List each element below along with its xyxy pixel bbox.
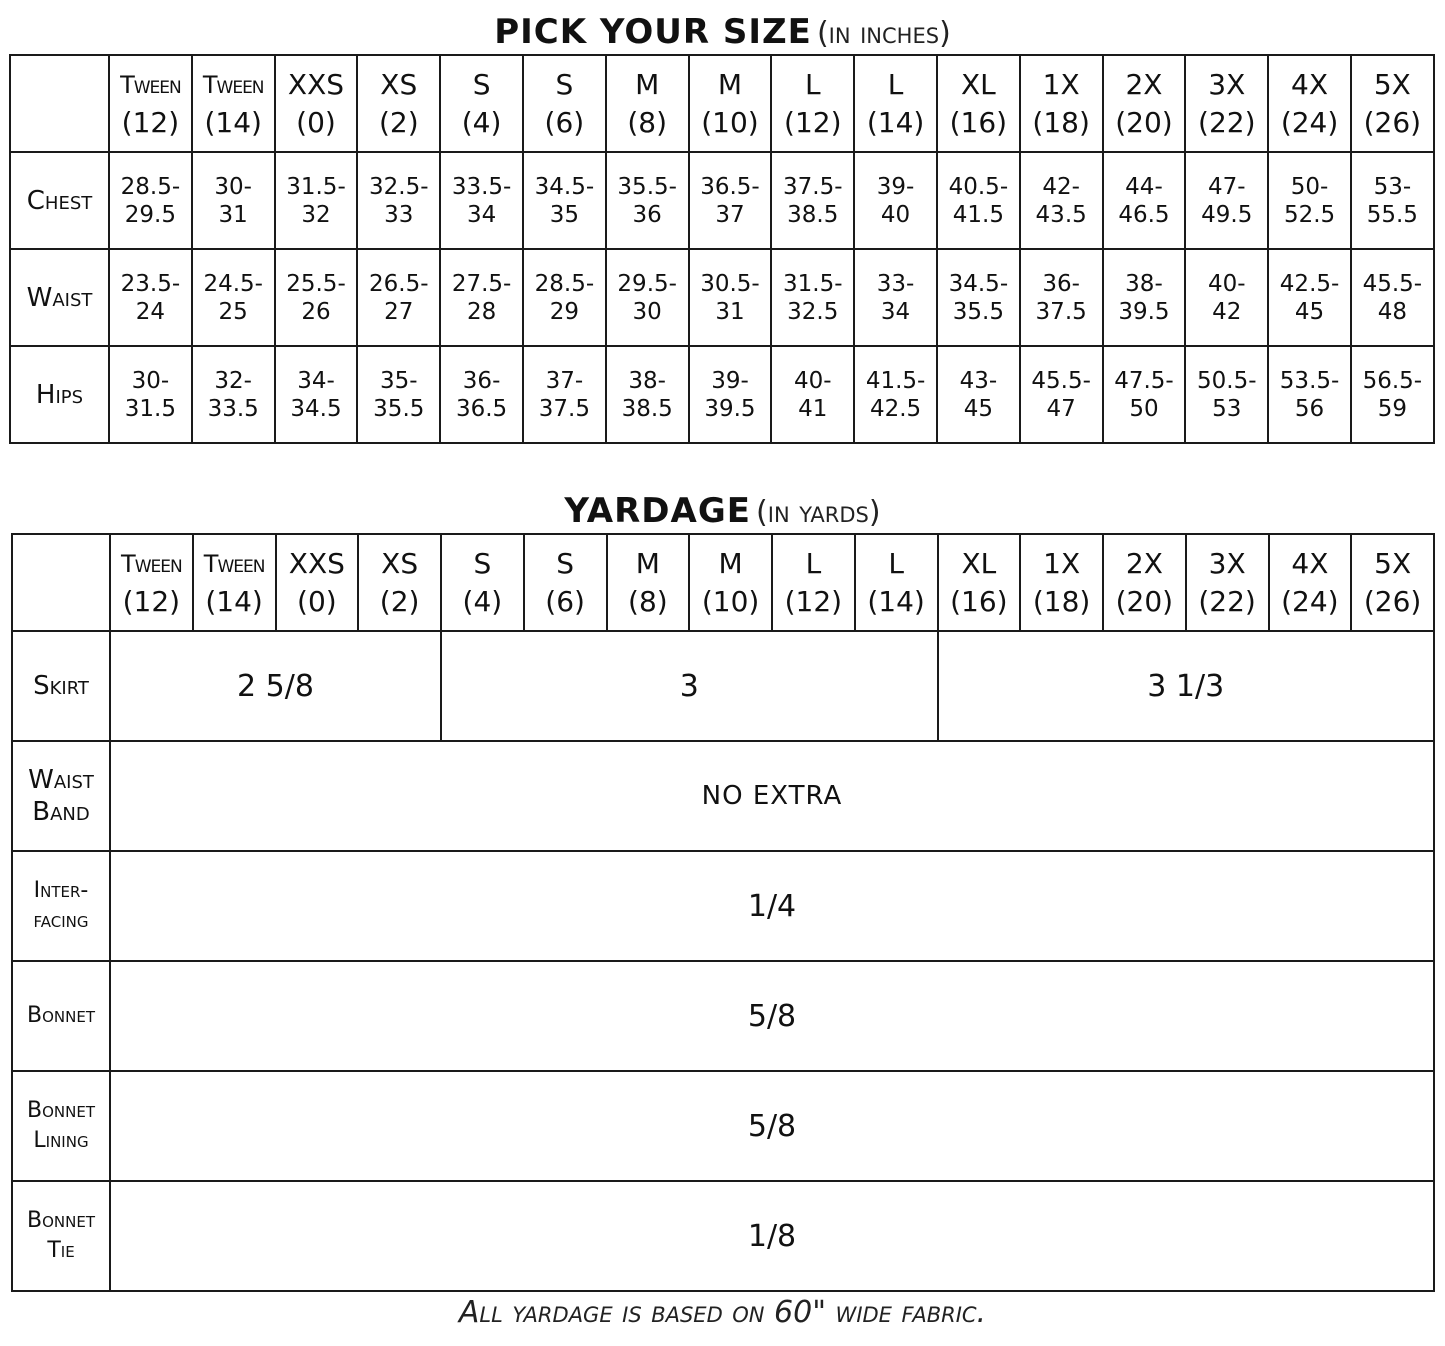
size-label: S [556,546,575,580]
measurement-cell [440,346,523,443]
waistband-label-line1: Waist [28,765,94,795]
range-end: 52.5 [1283,201,1336,228]
measurement-cell [606,249,689,346]
range-start: 53- [1373,173,1412,200]
measurement-cell [1351,152,1434,249]
measurement-size-header [1268,55,1351,152]
range-start: 30.5- [700,270,760,297]
yardage-size-header [524,534,607,631]
interfacing-label-line1: Inter- [33,878,89,903]
size-label: 4X [1291,67,1329,101]
measurement-cell [606,152,689,249]
range-start: 23.5- [120,270,181,297]
range-end: 47 [1046,395,1076,422]
measurement-size-header [771,55,854,152]
range-start: 44- [1125,173,1163,200]
size-label: XL [960,67,996,101]
measurement-cell [937,346,1020,443]
size-number: (16) [950,584,1008,618]
range-start: 39- [876,173,915,200]
measurement-cell [1103,152,1186,249]
measurement-cell [606,346,689,443]
yardage-size-header [276,534,359,631]
measurement-cell [357,346,440,443]
range-end: 48 [1377,298,1407,325]
range-start: 56.5- [1362,367,1423,394]
range-end: 41.5 [952,201,1004,228]
range-start: 40- [1207,270,1246,297]
chest-label: Chest [10,152,109,249]
size-chart-table [9,54,1435,444]
bonnet-lining-label-line1: Bonnet [27,1098,95,1123]
size-number: (2) [379,584,420,618]
range-end: 38.5 [787,201,839,228]
range-end: 34 [880,298,911,325]
range-start: 40- [793,367,832,394]
size-label: S [472,67,491,101]
range-start: 34- [297,367,335,394]
size-number: (8) [627,105,668,139]
range-end: 36.5 [455,395,508,422]
size-label: 2X [1125,546,1163,580]
measurement-cell [1103,249,1186,346]
range-end: 43.5 [1035,201,1087,228]
size-label: XS [380,67,418,101]
measurement-cell [854,249,937,346]
range-end: 59 [1377,395,1407,422]
range-end: 37.5 [1035,298,1087,325]
range-start: 27.5- [451,270,512,297]
yardage-footnote: All yardage is based on 60" wide fabric. [458,1295,987,1330]
range-end: 31.5 [124,395,176,422]
range-end: 31 [715,298,745,325]
size-label: L [805,546,822,580]
interfacing-label-line2: facing [33,908,89,933]
yardage-size-header [607,534,690,631]
yardage-size-header [1269,534,1352,631]
yardage-size-header [689,534,772,631]
measurement-size-header [854,55,937,152]
measurement-cell [854,346,937,443]
range-end: 40 [880,201,911,228]
bonnet-tie-label-line2: Tie [47,1238,75,1263]
measurement-cell [1268,249,1351,346]
corner-cell [12,534,110,631]
measurement-cell [109,346,192,443]
interfacing-label [12,851,110,961]
measurement-cell [1268,152,1351,249]
size-header-row [10,55,1434,152]
range-end: 33.5 [207,395,259,422]
range-end: 45 [1294,298,1325,325]
size-label: L [804,67,821,101]
skirt-yardage-medium: 3 [441,631,938,741]
size-number: (0) [296,105,336,139]
range-end: 34 [466,201,497,228]
measurement-size-header [192,55,275,152]
measurement-cell [1268,346,1351,443]
size-label: Tween [121,549,182,578]
measurement-size-header [1020,55,1103,152]
range-start: 35.5- [617,173,677,200]
range-end: 39.5 [1118,298,1170,325]
yardage-size-header [358,534,441,631]
measurement-cell [357,249,440,346]
size-number: (20) [1115,584,1174,618]
range-end: 46.5 [1118,201,1170,228]
size-label: Tween [202,70,264,99]
measurement-size-header [606,55,689,152]
measurement-cell [1020,152,1103,249]
range-end: 39.5 [704,395,756,422]
size-chart-title-main: PICK YOUR SIZE [494,12,812,52]
size-chart-title [0,10,1445,54]
measurement-cell [440,249,523,346]
range-start: 53.5- [1279,367,1340,394]
size-label: M [718,546,743,580]
skirt-yardage-small: 2 5/8 [110,631,441,741]
measurement-cell [689,249,772,346]
range-start: 39- [711,367,749,394]
measurement-size-header [440,55,523,152]
measurement-cell [1185,152,1268,249]
range-end: 37 [715,201,745,228]
size-number: (26) [1363,584,1422,618]
size-number: (6) [545,584,585,618]
size-label: XS [381,546,419,580]
measurement-cell [357,152,440,249]
size-label: 4X [1291,546,1329,580]
range-end: 28 [466,298,497,325]
range-start: 38- [1125,270,1163,297]
size-label: Tween [203,549,265,578]
hips-row [10,346,1434,443]
measurement-cell [771,249,854,346]
waist-row [10,249,1434,346]
range-end: 24 [135,298,166,325]
measurement-cell [192,346,275,443]
range-end: 41 [798,395,828,422]
yardage-size-header [938,534,1021,631]
size-number: (18) [1032,584,1091,618]
measurement-size-header [1351,55,1434,152]
measurement-cell [523,346,606,443]
range-start: 31.5- [783,270,843,297]
range-end: 38.5 [621,395,673,422]
range-end: 42.5 [869,395,922,422]
range-start: 24.5- [203,270,263,297]
range-end: 55.5 [1366,201,1418,228]
measurement-size-header [689,55,772,152]
waist-label: Waist [10,249,109,346]
yardage-chart-title-units: (in yards) [756,495,881,530]
range-start: 34.5- [948,270,1009,297]
yardage-size-header [1351,534,1434,631]
size-number: (14) [867,584,925,618]
measurement-cell [1020,346,1103,443]
range-end: 34.5 [290,395,342,422]
range-end: 36 [632,201,662,228]
size-number: (8) [628,584,668,618]
measurement-size-header [275,55,358,152]
size-label: S [555,67,574,101]
size-label: 2X [1125,67,1163,101]
range-start: 33.5- [451,173,512,200]
size-number: (6) [544,105,585,139]
range-end: 35.5 [952,298,1004,325]
range-start: 30- [131,367,170,394]
size-label: XL [961,546,997,580]
range-start: 36- [1042,270,1080,297]
measurement-cell [689,346,772,443]
yardage-header-row [12,534,1434,631]
measurement-cell [192,249,275,346]
range-start: 28.5- [534,270,595,297]
size-number: (10) [701,105,759,139]
range-end: 42 [1212,298,1242,325]
range-end: 33 [384,201,414,228]
size-number: (10) [701,584,760,618]
skirt-row [12,631,1434,741]
waistband-row [12,741,1434,851]
range-start: 25.5- [286,270,346,297]
size-number: (12) [122,584,181,618]
yardage-size-header [193,534,276,631]
range-start: 34.5- [534,173,595,200]
size-number: (4) [462,584,503,618]
size-label: 3X [1208,546,1246,580]
yardage-chart-title-main: YARDAGE [564,491,751,531]
size-label: Tween [120,70,181,99]
range-start: 43- [959,367,998,394]
size-number: (18) [1032,105,1090,139]
size-number: (24) [1281,584,1339,618]
yardage-size-header [772,534,855,631]
yardage-size-header [110,534,193,631]
range-end: 30 [632,298,662,325]
range-end: 26 [301,298,331,325]
range-start: 47- [1207,173,1246,200]
measurement-size-header [937,55,1020,152]
range-end: 35 [549,201,580,228]
bonnet-lining-label [12,1071,110,1181]
interfacing-yardage: 1/4 [110,851,1434,961]
range-start: 40.5- [948,173,1009,200]
bonnet-lining-row [12,1071,1434,1181]
yardage-chart-title [0,489,1445,533]
range-start: 45.5- [1362,270,1423,297]
yardage-size-header [1020,534,1103,631]
range-start: 36.5- [700,173,760,200]
range-start: 32- [214,367,252,394]
range-start: 29.5- [617,270,677,297]
measurement-cell [275,346,358,443]
range-end: 56 [1294,395,1325,422]
range-start: 38- [628,367,666,394]
yardage-size-header [1103,534,1186,631]
size-number: (14) [205,584,263,618]
size-label: 1X [1042,67,1080,101]
measurement-size-header [109,55,192,152]
size-number: (2) [378,105,419,139]
bonnet-label: Bonnet [12,961,110,1071]
size-label: 5X [1373,67,1411,101]
measurement-cell [109,152,192,249]
bonnet-row [12,961,1434,1071]
corner-cell [10,55,109,152]
size-number: (22) [1198,584,1256,618]
range-end: 53 [1212,395,1242,422]
size-number: (26) [1363,105,1422,139]
measurement-cell [937,152,1020,249]
range-start: 45.5- [1031,367,1091,394]
measurement-size-header [357,55,440,152]
bonnet-lining-label-line2: Lining [33,1128,89,1153]
size-label: M [717,67,743,101]
measurement-cell [192,152,275,249]
range-start: 41.5- [865,367,926,394]
yardage-size-header [441,534,524,631]
measurement-cell [1185,346,1268,443]
skirt-label: Skirt [12,631,110,741]
measurement-cell [1020,249,1103,346]
range-start: 33- [876,270,915,297]
range-start: 30- [214,173,252,200]
bonnet-tie-label [12,1181,110,1291]
bonnet-lining-yardage: 5/8 [110,1071,1434,1181]
size-number: (14) [204,105,262,139]
size-number: (24) [1280,105,1339,139]
measurement-cell [1351,346,1434,443]
measurement-cell [854,152,937,249]
range-start: 50- [1290,173,1329,200]
range-end: 31 [218,201,248,228]
bonnet-tie-label-line1: Bonnet [27,1208,95,1233]
range-start: 28.5- [120,173,181,200]
hips-label: Hips [10,346,109,443]
chest-row [10,152,1434,249]
measurement-cell [440,152,523,249]
range-end: 32 [301,201,331,228]
range-end: 49.5 [1201,201,1253,228]
bonnet-yardage: 5/8 [110,961,1434,1071]
range-end: 45 [963,395,993,422]
measurement-size-header [1185,55,1268,152]
size-number: (12) [121,105,180,139]
bonnet-tie-row [12,1181,1434,1291]
range-start: 37.5- [783,173,843,200]
size-label: 1X [1043,546,1081,580]
range-end: 27 [384,298,414,325]
waistband-label-line2: Band [32,797,90,827]
range-start: 47.5- [1114,367,1174,394]
measurement-cell [689,152,772,249]
measurement-cell [1351,249,1434,346]
size-label: M [635,546,660,580]
size-number: (16) [949,105,1008,139]
range-start: 36- [462,367,501,394]
size-number: (22) [1198,105,1256,139]
size-number: (12) [784,584,843,618]
size-number: (4) [461,105,502,139]
range-start: 32.5- [369,173,429,200]
waistband-yardage: NO EXTRA [110,741,1434,851]
measurement-cell [771,152,854,249]
size-number: (12) [784,105,842,139]
size-number: (20) [1115,105,1173,139]
range-start: 35- [380,367,418,394]
range-start: 31.5- [286,173,346,200]
measurement-size-header [1103,55,1186,152]
bonnet-tie-yardage: 1/8 [110,1181,1434,1291]
measurement-cell [275,152,358,249]
measurement-size-header [523,55,606,152]
range-end: 37.5 [538,395,590,422]
measurement-cell [523,152,606,249]
range-start: 50.5- [1197,367,1257,394]
size-label: XXS [288,546,345,580]
size-number: (14) [866,105,925,139]
measurement-cell [109,249,192,346]
size-label: L [888,546,904,580]
range-start: 42.5- [1279,270,1340,297]
range-end: 29 [549,298,580,325]
measurement-cell [523,249,606,346]
size-label: XXS [287,67,345,101]
yardage-size-header [1186,534,1269,631]
range-end: 25 [218,298,248,325]
size-number: (0) [297,584,337,618]
size-label: L [887,67,904,101]
range-start: 42- [1042,173,1080,200]
size-label: 3X [1208,67,1246,101]
range-end: 35.5 [373,395,425,422]
measurement-cell [1103,346,1186,443]
range-start: 37- [545,367,584,394]
waistband-label [12,741,110,851]
range-end: 32.5 [787,298,839,325]
range-end: 50 [1129,395,1159,422]
measurement-cell [937,249,1020,346]
size-label: S [473,546,492,580]
size-chart-title-units: (in inches) [816,16,951,51]
yardage-size-header [855,534,938,631]
size-label: 5X [1374,546,1412,580]
measurement-cell [1185,249,1268,346]
interfacing-row [12,851,1434,961]
range-start: 26.5- [369,270,429,297]
measurement-cell [771,346,854,443]
skirt-yardage-large: 3 1/3 [938,631,1435,741]
size-label: M [635,67,660,101]
range-end: 29.5 [124,201,176,228]
yardage-chart-table [11,533,1435,1292]
measurement-cell [275,249,358,346]
